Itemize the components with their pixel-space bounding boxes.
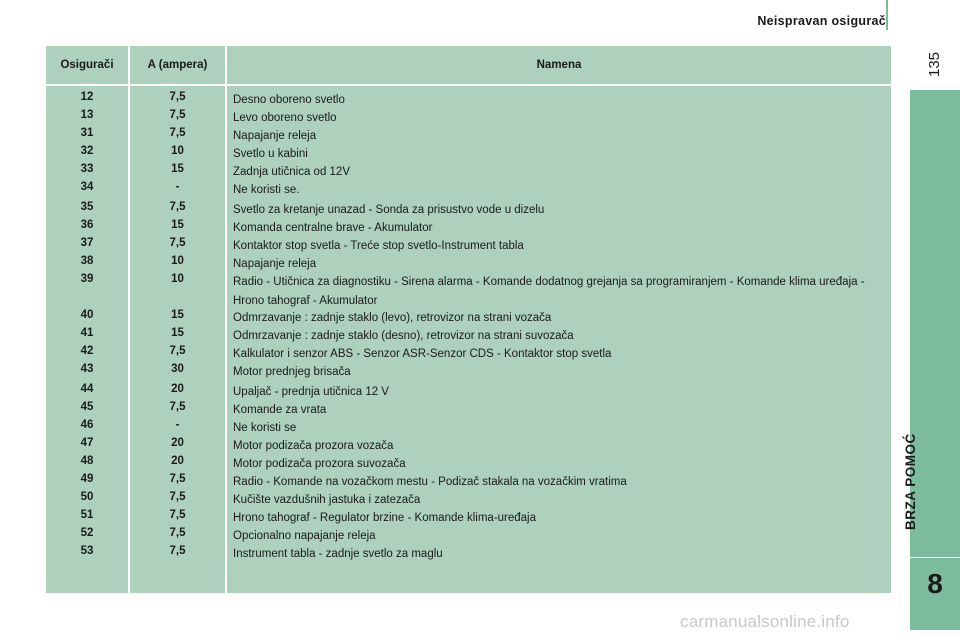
fuse-ampere: - bbox=[175, 181, 180, 193]
header-divider bbox=[886, 0, 888, 30]
fuse-number: 40 bbox=[80, 309, 94, 321]
fuse-number: 51 bbox=[80, 509, 94, 521]
fuse-ampere: 7,5 bbox=[169, 545, 186, 557]
fuse-number: 47 bbox=[80, 437, 94, 449]
fuse-number: 52 bbox=[80, 527, 94, 539]
fuse-purpose: Komande za vrata bbox=[233, 404, 327, 416]
column-header-fuse: Osigurači bbox=[60, 59, 114, 71]
fuse-purpose: Radio - Utičnica za diagnostiku - Sirena alarma - Komande dodatnog grejanja sa programiranjem - Komande klima uređaja - Hrono tahograf - Akumulator bbox=[233, 276, 865, 307]
fuse-purpose: Napajanje releja bbox=[233, 258, 317, 270]
fuse-ampere: 7,5 bbox=[169, 401, 186, 413]
fuse-purpose: Motor podizača prozora vozača bbox=[233, 440, 394, 452]
fuse-purpose: Motor podizača prozora suvozača bbox=[233, 458, 406, 470]
fuse-number: 37 bbox=[80, 237, 94, 249]
fuse-number: 42 bbox=[80, 345, 94, 357]
fuse-ampere: 10 bbox=[171, 273, 184, 285]
fuse-number: 34 bbox=[80, 181, 94, 193]
fuse-ampere: 15 bbox=[171, 309, 184, 321]
fuse-ampere: 7,5 bbox=[169, 527, 186, 539]
fuse-ampere: 7,5 bbox=[169, 91, 186, 103]
fuse-ampere: 20 bbox=[171, 383, 184, 395]
watermark: carmanualsonline.info bbox=[680, 612, 850, 631]
fuse-number: 45 bbox=[80, 401, 94, 413]
fuse-purpose: Napajanje releja bbox=[233, 130, 317, 142]
fuse-purpose: Radio - Komande na vozačkom mestu - Podizač stakala na vozačkim vratima bbox=[233, 476, 627, 488]
fuse-purpose: Levo oboreno svetlo bbox=[233, 112, 337, 124]
fuse-ampere: - bbox=[175, 419, 180, 431]
fuse-ampere: 10 bbox=[171, 145, 184, 157]
chapter-side-tab bbox=[910, 90, 960, 630]
fuse-number: 36 bbox=[80, 219, 94, 231]
fuse-purpose: Kontaktor stop svetla - Treće stop svetlo-Instrument tabla bbox=[233, 240, 524, 252]
fuse-purpose: Odmrzavanje : zadnje staklo (levo), retrovizor na strani vozača bbox=[233, 312, 552, 324]
side-tab-divider bbox=[910, 557, 960, 558]
fuse-number: 50 bbox=[80, 491, 94, 503]
column-header-ampere: A (ampera) bbox=[147, 59, 208, 71]
fuse-ampere: 7,5 bbox=[169, 345, 186, 357]
fuse-number: 35 bbox=[80, 201, 94, 213]
fuse-ampere: 20 bbox=[171, 437, 184, 449]
chapter-number: 8 bbox=[927, 568, 943, 599]
fuse-number: 43 bbox=[80, 363, 94, 375]
fuse-purpose: Kalkulator i senzor ABS - Senzor ASR-Senzor CDS - Kontaktor stop svetla bbox=[233, 348, 612, 360]
fuse-purpose: Svetlo u kabini bbox=[233, 148, 308, 160]
fuse-number: 39 bbox=[80, 273, 94, 285]
fuse-purpose: Upaljač - prednja utičnica 12 V bbox=[233, 386, 389, 398]
fuse-purpose: Komanda centralne brave - Akumulator bbox=[233, 222, 433, 234]
fuse-number: 48 bbox=[80, 455, 94, 467]
fuse-number: 13 bbox=[80, 109, 94, 121]
fuse-ampere: 7,5 bbox=[169, 473, 186, 485]
fuse-table bbox=[46, 46, 891, 593]
fuse-ampere: 30 bbox=[171, 363, 184, 375]
fuse-purpose: Instrument tabla - zadnje svetlo za maglu bbox=[233, 548, 443, 560]
fuse-number: 31 bbox=[80, 127, 94, 139]
fuse-number: 12 bbox=[80, 91, 94, 103]
fuse-purpose: Ne koristi se bbox=[233, 422, 297, 434]
fuse-number: 44 bbox=[80, 383, 94, 395]
fuse-ampere: 15 bbox=[171, 163, 184, 175]
page-number: 135 bbox=[926, 51, 944, 78]
fuse-ampere: 7,5 bbox=[169, 509, 186, 521]
fuse-purpose: Opcionalno napajanje releja bbox=[233, 530, 376, 542]
fuse-ampere: 7,5 bbox=[169, 201, 186, 213]
fuse-number: 33 bbox=[80, 163, 94, 175]
fuse-ampere: 7,5 bbox=[169, 237, 186, 249]
fuse-purpose: Kučište vazdušnih jastuka i zatezača bbox=[233, 494, 421, 506]
fuse-ampere: 10 bbox=[171, 255, 184, 267]
fuse-number: 41 bbox=[80, 327, 94, 339]
fuse-ampere: 7,5 bbox=[169, 127, 186, 139]
fuse-purpose: Motor prednjeg brisača bbox=[233, 366, 351, 378]
table-header bbox=[46, 46, 891, 84]
chapter-label: BRZA POMOĆ bbox=[903, 433, 918, 530]
fuse-number: 38 bbox=[80, 255, 94, 267]
section-title: Neispravan osigurač bbox=[757, 14, 886, 28]
fuse-purpose: Svetlo za kretanje unazad - Sonda za prisustvo vode u dizelu bbox=[233, 204, 545, 216]
fuse-ampere: 15 bbox=[171, 327, 184, 339]
fuse-purpose: Zadnja utičnica od 12V bbox=[233, 166, 350, 178]
fuse-number: 49 bbox=[80, 473, 94, 485]
fuse-number: 46 bbox=[80, 419, 94, 431]
column-header-purpose: Namena bbox=[536, 59, 582, 71]
fuse-ampere: 7,5 bbox=[169, 491, 186, 503]
fuse-ampere: 7,5 bbox=[169, 109, 186, 121]
column-divider bbox=[225, 46, 227, 593]
fuse-ampere: 20 bbox=[171, 455, 184, 467]
fuse-number: 53 bbox=[80, 545, 94, 557]
fuse-purpose: Ne koristi se. bbox=[233, 184, 300, 196]
fuse-purpose: Odmrzavanje : zadnje staklo (desno), retrovizor na strani suvozača bbox=[233, 330, 574, 342]
fuse-purpose: Hrono tahograf - Regulator brzine - Komande klima-uređaja bbox=[233, 512, 536, 524]
fuse-number: 32 bbox=[80, 145, 94, 157]
fuse-purpose: Desno oboreno svetlo bbox=[233, 94, 345, 106]
header-separator bbox=[46, 84, 891, 86]
fuse-ampere: 15 bbox=[171, 219, 184, 231]
